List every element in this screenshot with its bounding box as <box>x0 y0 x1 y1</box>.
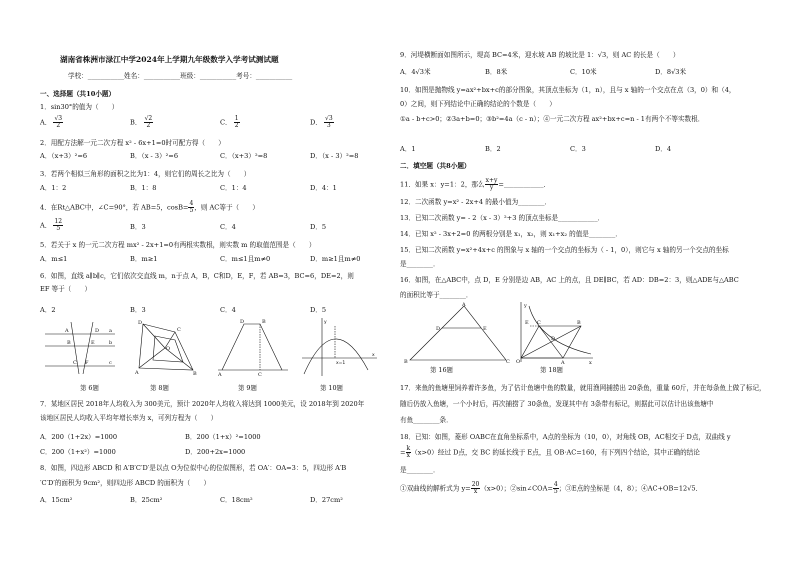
q17-stem-line2: 随后仍放入鱼塘，一个小时后，再次捕捞了 30条鱼，发现其中有 3条带有标记，则据此可以估计出该鱼塘中 <box>400 400 714 408</box>
svg-text:O: O <box>516 359 521 364</box>
q4-stem: 4．在Rt△ABC中，∠C=90°，若 AB=5，cosB= $\frac{4}{5}$ ，则 AC等于（ ） <box>40 200 259 214</box>
svg-text:C: C <box>258 372 262 376</box>
svg-text:x=1: x=1 <box>336 361 346 366</box>
q18-stem-line2: = $\frac{k}{x}$ （x>0）经过 D点，交 BC 的延长线于 E点，且 OB·AC=160，有下列四个结论，其中正确的结论 <box>400 445 700 459</box>
q2-option-b[interactable]: B．（x - 3）²=6 <box>130 152 179 160</box>
q16-stem: 16．如图，在△ABC中，点 D，E 分别是边 AB，AC 上的点，且 DE∥BC，若 AD：DB=2：3，则△ADE与△ABC <box>400 276 739 284</box>
figure-q8-homothety <box>135 318 205 376</box>
q3-option-d[interactable]: D．4：1 <box>310 184 337 192</box>
svg-text:B: B <box>262 319 266 325</box>
svg-text:A: A <box>462 302 466 308</box>
q4-option-a[interactable]: A． $\frac{12}{5}$ <box>40 218 63 232</box>
q2-stem: 2．用配方法解一元二次方程 x² - 6x+1=0时可配方得（ ） <box>40 139 225 147</box>
q10-option-d[interactable]: D．4 <box>655 145 672 153</box>
q18-stem-line1: 18．已知：如图，菱形 OABC在直角坐标系中，A点的坐标为（10，0），对角线 OB，AC相交于 D点，双曲线 y <box>400 433 731 441</box>
svg-text:C: C <box>537 320 541 326</box>
q10-option-a[interactable]: A．1 <box>400 145 416 153</box>
q3-option-b[interactable]: B．1：8 <box>130 184 157 192</box>
section-heading-fill: 二．填空题（共8小题） <box>400 162 471 170</box>
q9-option-b[interactable]: B．8米 <box>485 68 508 76</box>
page-title: 湖南省株洲市渌江中学2024年上学期九年级数学入学考试测试题 <box>60 55 279 64</box>
q1-stem: 1．sin30°的值为（ ） <box>40 103 119 111</box>
svg-text:C: C <box>73 360 77 366</box>
q15-stem-line2: 是________． <box>400 260 440 268</box>
svg-text:a: a <box>109 328 112 334</box>
figure-q10-parabola <box>302 318 377 376</box>
svg-text:F: F <box>85 360 89 366</box>
q8-stem-line2: ′C′D′的面积为 9cm²，则四边形 ABCD 的面积为（ ） <box>40 479 211 487</box>
svg-text:A: A <box>561 360 565 364</box>
q8-option-c[interactable]: C．18cm² <box>220 496 253 504</box>
q7-stem-line2: 该地区居民人均收入平均年增长率为 x，可列方程为（ ） <box>40 414 218 422</box>
q18-statements: ①双曲线的解析式为 y= $\frac{20}{x}$ （x>0）；②sin∠COA= $\frac{4}{5}$ ；③E点的坐标是（4，8）；④AC+OB=12√5． <box>400 481 703 495</box>
q1-option-b[interactable]: B． $\frac{√2}{2}$ <box>130 115 153 129</box>
q5-option-a[interactable]: A．m≤1 <box>40 255 68 263</box>
q6-stem-line2: EF 等于（ ） <box>40 285 92 293</box>
svg-text:D: D <box>138 320 143 326</box>
figure-q18-rhombus <box>515 302 595 364</box>
q9-stem: 9．河堤横断面如图所示，堤高 BC=4米，迎水坡 AB 的坡比是 1：√3，则 AC 的长是（ ） <box>400 51 680 59</box>
svg-text:B: B <box>193 371 197 376</box>
q10-option-c[interactable]: C．3 <box>570 145 586 153</box>
q8-option-a[interactable]: A．15cm² <box>40 496 73 504</box>
svg-text:D: D <box>551 336 556 342</box>
q10-stem-line2: 0）之间，则下列结论中正确的结论的个数是（ ） <box>400 100 556 108</box>
q17-stem-line3: 有鱼________条． <box>400 416 453 424</box>
q5-option-d[interactable]: D．m≥1且m≠0 <box>310 255 361 263</box>
q5-option-c[interactable]: C．m≤1且m≠0 <box>220 255 271 263</box>
svg-text:D: D <box>95 328 100 334</box>
q8-option-d[interactable]: D．27cm² <box>310 496 343 504</box>
q6-option-c[interactable]: C．4 <box>220 306 236 314</box>
q9-option-d[interactable]: D．8√3米 <box>655 68 687 76</box>
svg-text:y: y <box>524 303 527 309</box>
q6-option-d[interactable]: D．5 <box>310 306 327 314</box>
svg-text:D: D <box>240 319 245 325</box>
figure-q6-parallel-lines <box>45 318 115 376</box>
q9-option-a[interactable]: A．4√3米 <box>400 68 431 76</box>
caption-fig8: 第 8题 <box>150 384 169 392</box>
section-heading-choice: 一、选择题（共10小题） <box>40 90 116 98</box>
q8-stem-line1: 8．如图，四边形 ABCD 和 A′B′C′D′是以点 O为位似中心的位似图形，若 OA′：OA=3：5，四边形 A′B <box>40 464 347 472</box>
q18-stem-line3: 是________． <box>400 466 440 474</box>
q8-option-b[interactable]: B．25cm² <box>130 496 163 504</box>
svg-text:C: C <box>177 327 181 333</box>
q7-option-c[interactable]: C．200（1+x²）=1000 <box>40 448 116 456</box>
svg-text:E: E <box>91 340 95 346</box>
svg-text:E: E <box>483 326 487 332</box>
student-info-line: 学校：___________姓名：___________班级：___________考号：___________ <box>68 72 293 80</box>
q5-stem: 5．若关于 x 的一元二次方程 mx² - 2x+1=0有两根实数根，则实数 m 的取值范围是（ ） <box>40 241 316 249</box>
svg-text:O: O <box>166 346 171 352</box>
svg-text:A: A <box>135 370 139 376</box>
svg-text:x: x <box>372 353 375 358</box>
q10-option-b[interactable]: B．2 <box>485 145 501 153</box>
svg-text:x: x <box>589 360 592 364</box>
q4-option-c[interactable]: C．4 <box>220 223 236 231</box>
q1-option-d[interactable]: D． $\frac{√3}{3}$ <box>310 115 333 129</box>
q3-stem: 3．若两个相似三角形的面积之比为1：4，则它们的周长之比为（ ） <box>40 170 251 178</box>
q1-option-c[interactable]: C． $\frac{1}{2}$ <box>220 115 239 129</box>
q7-option-b[interactable]: B．200（1+x）²=1000 <box>185 433 261 441</box>
q7-option-d[interactable]: D．200+2x=1000 <box>185 448 246 456</box>
q6-option-b[interactable]: B．3 <box>130 306 146 314</box>
figure-q9-embankment <box>218 318 288 376</box>
svg-text:C: C <box>506 359 510 364</box>
figure-q16-triangle <box>402 302 512 364</box>
q15-stem: 15．已知二次函数 y=x²+4x+c 的图象与 x 轴的一个交点的坐标为（ - 1，0），则它与 x 轴的另一个交点的坐标 <box>400 246 729 254</box>
svg-text:B: B <box>577 320 581 326</box>
q7-stem-line1: 7．某地区居民 2018年人均收入为 300美元，预计 2020年人均收入将达到 1000美元，设 2018年到 2020年 <box>40 400 365 408</box>
caption-fig10: 第 10题 <box>320 384 343 392</box>
svg-text:B: B <box>404 359 408 364</box>
q10-stem-line3: ①a - b+c>0；②3a+b=0；③b²=4a（c - n）；④一元二次方程 ax²+bx+c=n - 1有两个不等实数根． <box>400 115 705 123</box>
svg-text:E: E <box>525 320 529 326</box>
svg-text:A: A <box>218 372 222 376</box>
svg-text:B: B <box>67 340 71 346</box>
q13-stem: 13．已知二次函数 y= - 2（x - 3）²+3 的顶点坐标是____________． <box>400 214 605 222</box>
svg-text:A: A <box>65 328 69 334</box>
svg-text:D: D <box>436 326 441 332</box>
q12-stem: 12．二次函数 y=x² - 2x+4 的最小值为________． <box>400 198 552 206</box>
q7-option-a[interactable]: A．200（1+2x）=1000 <box>40 433 118 441</box>
caption-fig6: 第 6题 <box>80 384 99 392</box>
q2-option-d[interactable]: D．（x - 3）²=8 <box>310 152 359 160</box>
q1-option-a[interactable]: A． $\frac{√3}{2}$ <box>40 115 63 129</box>
q4-option-d[interactable]: D．5 <box>310 223 327 231</box>
svg-text:y: y <box>324 320 327 325</box>
svg-text:b: b <box>109 340 113 346</box>
q3-option-a[interactable]: A．1：2 <box>40 184 67 192</box>
q16-stem-line2: 的面积比等于________． <box>400 291 473 299</box>
q14-stem: 14．已知 x² - 3x+2=0 的两根分别是 x₁，x₂，则 x₁+x₂ 的值是________． <box>400 230 622 238</box>
caption-fig9: 第 9题 <box>238 384 257 392</box>
q4-option-b[interactable]: B．3 <box>130 223 146 231</box>
q11-stem: 11．如果 x：y=1：2，那么 $\frac{x+y}{y}$ =____________． <box>400 177 551 191</box>
svg-text:c: c <box>109 360 112 366</box>
caption-fig16: 第 16题 <box>430 366 453 374</box>
q2-option-c[interactable]: C．（x+3）²=8 <box>220 152 268 160</box>
caption-fig18: 第 18题 <box>540 366 563 374</box>
q6-option-a[interactable]: A．2 <box>40 306 56 314</box>
q17-stem-line1: 17．来鱼的鱼塘里饲养着许多鱼，为了估计鱼塘中鱼的数量，就用渔网捕捞出 20条鱼，重量 60斤，并在每条鱼上做了标记， <box>400 384 766 392</box>
q6-stem-line1: 6．如图，直线 a∥b∥c，它们依次交直线 m，n于点 A，B，C和D，E，F，若 AB=3，BC=6，DE=2，则 <box>40 272 354 280</box>
q10-stem-line1: 10．如图是抛物线 y=ax²+bx+c的部分图象，其顶点坐标为（1，n），且与 x 轴的一个交点在点（3，0）和（4， <box>400 86 736 94</box>
q2-option-a[interactable]: A．（x+3）²=6 <box>40 152 88 160</box>
q9-option-c[interactable]: C．10米 <box>570 68 597 76</box>
q3-option-c[interactable]: C．1：4 <box>220 184 247 192</box>
q5-option-b[interactable]: B．m≥1 <box>130 255 158 263</box>
